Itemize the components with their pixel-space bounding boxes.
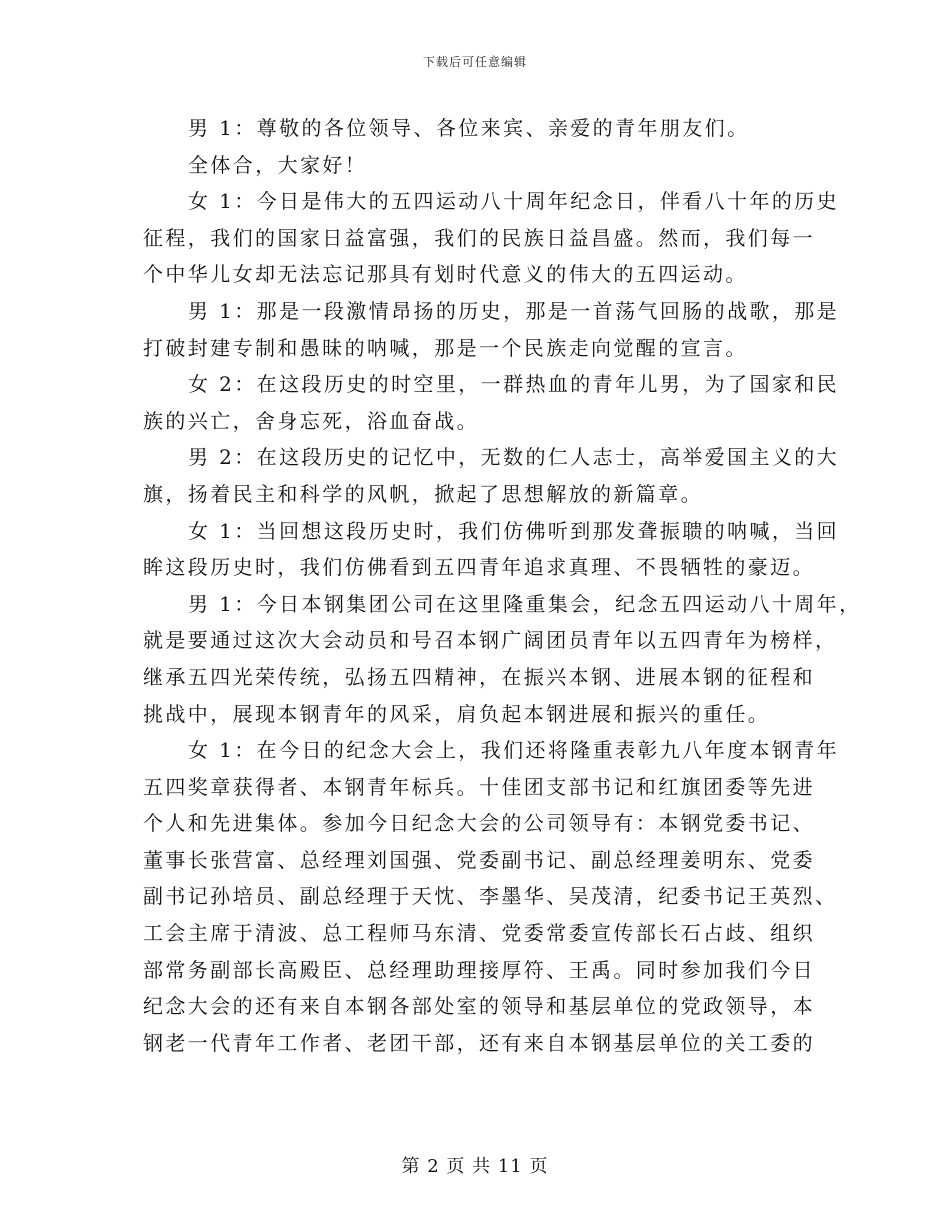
- paragraph-line: 族的兴亡，舍身忘死，浴血奋战。: [143, 408, 479, 433]
- paragraph-line: 副书记孙培员、副总经理于天忱、李墨华、吴茂清，纪委书记王英烈、: [143, 884, 838, 909]
- paragraph-line: 工会主席于清波、总工程师马东清、党委常委宣传部长石占歧、组织: [143, 921, 815, 946]
- paragraph-line: 旗，扬着民主和科学的风帆，掀起了思想解放的新篇章。: [143, 481, 703, 506]
- page-number-footer: 第 2 页 共 11 页: [401, 1156, 549, 1177]
- paragraph-line: 钢老一代青年工作者、老团干部，还有来自本钢基层单位的关工委的: [143, 1030, 815, 1055]
- paragraph-line: 纪念大会的还有来自本钢各部处室的领导和基层单位的党政领导，本: [143, 994, 815, 1019]
- paragraph-line: 男 2：在这段历史的记忆中，无数的仁人志士，高举爱国主义的大: [188, 445, 840, 470]
- paragraph-line: 女 2：在这段历史的时空里，一群热血的青年儿男，为了国家和民: [188, 372, 840, 397]
- paragraph-line: 眸这段历史时，我们仿佛看到五四青年追求真理、不畏牺牲的豪迈。: [143, 555, 815, 580]
- paragraph-line: 挑战中，展现本钢青年的风采，肩负起本钢进展和振兴的重任。: [143, 701, 771, 726]
- paragraph-line: 女 1：在今日的纪念大会上，我们还将隆重表彰九八年度本钢青年: [188, 738, 840, 763]
- paragraph-line: 男 1：今日本钢集团公司在这里隆重集会，纪念五四运动八十周年，: [188, 591, 862, 616]
- paragraph-line: 女 1：今日是伟大的五四运动八十周年纪念日，伴看八十年的历史: [188, 189, 840, 214]
- paragraph-line: 继承五四光荣传统，弘扬五四精神，在振兴本钢、进展本钢的征程和: [143, 664, 815, 689]
- paragraph-line: 个中华儿女却无法忘记那具有划时代意义的伟大的五四运动。: [143, 262, 748, 287]
- paragraph-line: 全体合，大家好！: [188, 152, 368, 177]
- paragraph-line: 打破封建专制和愚昧的呐喊，那是一个民族走向觉醒的宣言。: [143, 335, 748, 360]
- paragraph-line: 就是要通过这次大会动员和号召本钢广阔团员青年以五四青年为榜样，: [143, 628, 838, 653]
- paragraph-line: 男 1：那是一段激情昂扬的历史，那是一首荡气回肠的战歌，那是: [188, 298, 840, 323]
- page-header: 下载后可任意编辑: [422, 55, 527, 69]
- paragraph-line: 女 1：当回想这段历史时，我们仿佛听到那发聋振聩的呐喊，当回: [188, 518, 840, 543]
- paragraph-line: 部常务副部长高殿臣、总经理助理接厚符、王禹。同时参加我们今日: [143, 957, 815, 982]
- paragraph-line: 五四奖章获得者、本钢青年标兵。十佳团支部书记和红旗团委等先进: [143, 774, 815, 799]
- paragraph-line: 男 1：尊敬的各位领导、各位来宾、亲爱的青年朋友们。: [188, 116, 750, 140]
- document-body: [143, 110, 862, 1061]
- paragraph-line: 董事长张营富、总经理刘国强、党委副书记、副总经理姜明东、党委: [143, 847, 815, 872]
- paragraph-line: 个人和先进集体。参加今日纪念大会的公司领导有：本钢党委书记、: [143, 811, 815, 836]
- paragraph-line: 征程，我们的国家日益富强，我们的民族日益昌盛。然而，我们每一: [143, 225, 815, 250]
